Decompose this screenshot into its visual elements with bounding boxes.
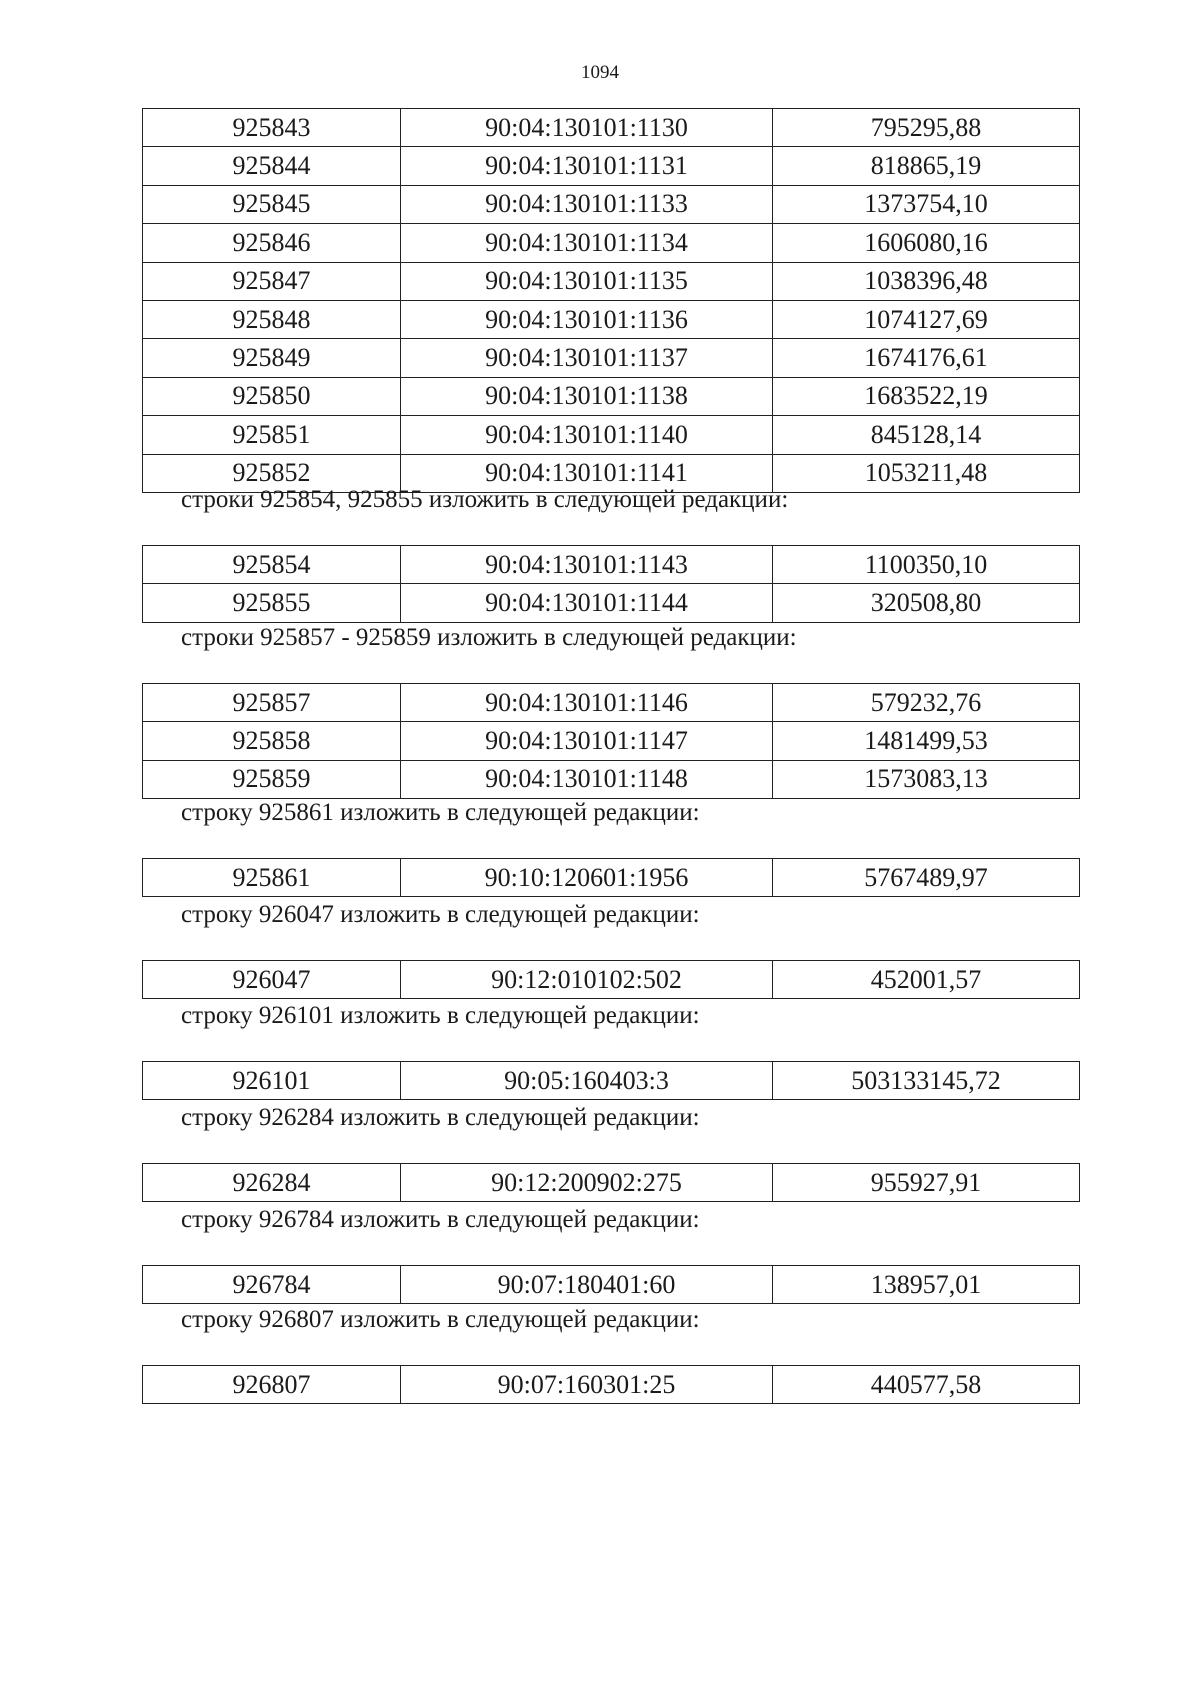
row-number-cell: 926284 [143,1164,401,1202]
table-row [143,109,1080,147]
section-note: строку 926047 изложить в следующей редакции: [181,901,700,928]
data-table [142,858,1079,897]
value-cell: 5767489,97 [773,859,1080,897]
section-note: строки 925854, 925855 изложить в следующей редакции: [181,486,789,513]
value-cell: 1100350,10 [773,546,1080,584]
value-cell: 1481499,53 [773,722,1080,760]
row-number-cell: 925852 [143,454,401,492]
table-row [143,684,1080,722]
table-row [143,300,1080,338]
table-row [143,1266,1080,1304]
cadastral-number-cell: 90:04:130101:1134 [401,224,773,262]
value-cell: 138957,01 [773,1266,1080,1304]
value-cell: 1606080,16 [773,224,1080,262]
cadastral-number-cell: 90:04:130101:1136 [401,300,773,338]
value-cell: 1683522,19 [773,377,1080,415]
value-cell: 1074127,69 [773,300,1080,338]
table-row [143,1366,1080,1404]
cadastral-number-cell: 90:04:130101:1131 [401,147,773,185]
data-table [142,683,1079,799]
table-row [143,416,1080,454]
table-row [143,760,1080,798]
cadastral-number-cell: 90:04:130101:1137 [401,339,773,377]
data-table [142,545,1079,623]
value-cell: 795295,88 [773,109,1080,147]
table-row [143,377,1080,415]
table-row [143,722,1080,760]
row-number-cell: 926784 [143,1266,401,1304]
value-cell: 452001,57 [773,961,1080,999]
cadastral-number-cell: 90:07:160301:25 [401,1366,773,1404]
value-cell: 955927,91 [773,1164,1080,1202]
row-number-cell: 925858 [143,722,401,760]
row-number-cell: 925846 [143,224,401,262]
table-row [143,185,1080,223]
section-note: строку 926784 изложить в следующей редакции: [181,1206,700,1233]
value-cell: 818865,19 [773,147,1080,185]
table-row [143,1164,1080,1202]
cadastral-number-cell: 90:04:130101:1138 [401,377,773,415]
row-number-cell: 925845 [143,185,401,223]
row-number-cell: 925861 [143,859,401,897]
data-table [142,108,1079,493]
table-row [143,546,1080,584]
value-cell: 579232,76 [773,684,1080,722]
cadastral-number-cell: 90:04:130101:1148 [401,760,773,798]
data-table [142,1265,1079,1304]
data-table [142,960,1079,999]
row-number-cell: 925859 [143,760,401,798]
cadastral-number-cell: 90:12:200902:275 [401,1164,773,1202]
table-row [143,1062,1080,1100]
table-row [143,339,1080,377]
row-number-cell: 925848 [143,300,401,338]
cadastral-number-cell: 90:04:130101:1130 [401,109,773,147]
section-note: строку 926807 изложить в следующей редакции: [181,1306,700,1333]
value-cell: 1674176,61 [773,339,1080,377]
row-number-cell: 926101 [143,1062,401,1100]
section-note: строку 926284 изложить в следующей редакции: [181,1104,700,1131]
row-number-cell: 925854 [143,546,401,584]
cadastral-number-cell: 90:04:130101:1133 [401,185,773,223]
row-number-cell: 925844 [143,147,401,185]
row-number-cell: 925850 [143,377,401,415]
cadastral-number-cell: 90:04:130101:1135 [401,262,773,300]
cadastral-number-cell: 90:04:130101:1143 [401,546,773,584]
value-cell: 845128,14 [773,416,1080,454]
cadastral-number-cell: 90:04:130101:1146 [401,684,773,722]
cadastral-number-cell: 90:04:130101:1140 [401,416,773,454]
table-row [143,262,1080,300]
section-note: строку 925861 изложить в следующей редакции: [181,799,700,826]
value-cell: 1373754,10 [773,185,1080,223]
table-row [143,224,1080,262]
value-cell: 440577,58 [773,1366,1080,1404]
page-number: 1094 [581,62,619,83]
data-table [142,1061,1079,1100]
cadastral-number-cell: 90:04:130101:1147 [401,722,773,760]
section-note: строку 926101 изложить в следующей редакции: [181,1002,700,1029]
table-row [143,584,1080,622]
row-number-cell: 925849 [143,339,401,377]
row-number-cell: 925855 [143,584,401,622]
cadastral-number-cell: 90:04:130101:1141 [401,454,773,492]
cadastral-number-cell: 90:05:160403:3 [401,1062,773,1100]
value-cell: 320508,80 [773,584,1080,622]
section-note: строки 925857 - 925859 изложить в следующей редакции: [181,624,797,651]
cadastral-number-cell: 90:04:130101:1144 [401,584,773,622]
table-row [143,147,1080,185]
value-cell: 1573083,13 [773,760,1080,798]
row-number-cell: 926807 [143,1366,401,1404]
table-row [143,859,1080,897]
data-table [142,1163,1079,1202]
cadastral-number-cell: 90:07:180401:60 [401,1266,773,1304]
cadastral-number-cell: 90:10:120601:1956 [401,859,773,897]
row-number-cell: 925843 [143,109,401,147]
row-number-cell: 925847 [143,262,401,300]
row-number-cell: 925857 [143,684,401,722]
row-number-cell: 925851 [143,416,401,454]
cadastral-number-cell: 90:12:010102:502 [401,961,773,999]
row-number-cell: 926047 [143,961,401,999]
data-table [142,1365,1079,1404]
value-cell: 1053211,48 [773,454,1080,492]
value-cell: 503133145,72 [773,1062,1080,1100]
table-row [143,961,1080,999]
value-cell: 1038396,48 [773,262,1080,300]
